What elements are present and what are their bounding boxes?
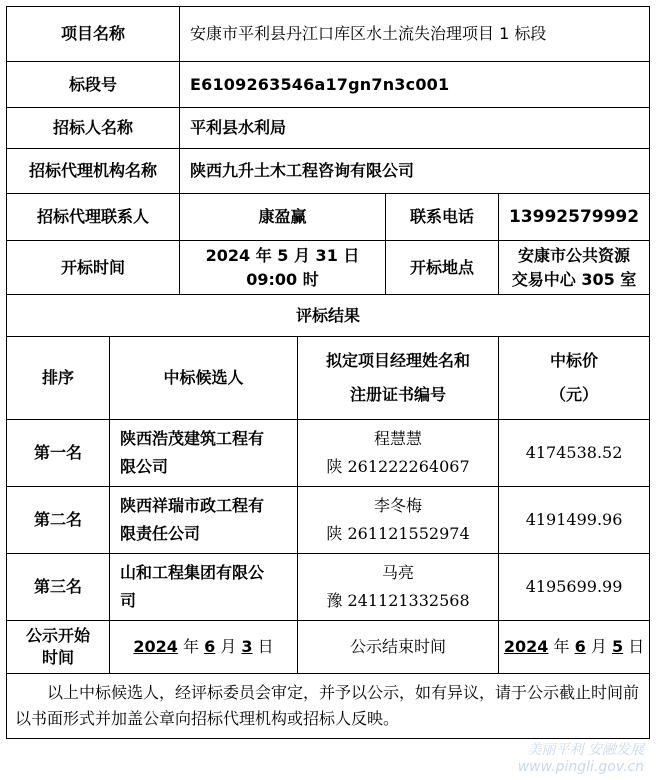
candidate-line2: 限责任公司 [120, 524, 201, 543]
open-place-line2: 交易中心 305 室 [511, 269, 637, 289]
table-row [7, 420, 650, 487]
rank-cell: 第一名 [7, 420, 110, 487]
tenderer-value: 平利县水利局 [180, 108, 650, 149]
candidate-line2: 司 [120, 591, 137, 610]
candidate-cell [110, 487, 298, 554]
rank-cell: 第二名 [7, 487, 110, 554]
notice-text: 以上中标候选人，经评标委员会审定，并予以公示，如有异议，请于公示截止时间前以书面形式并加盖公章向招标代理机构或招标人反映。 [7, 674, 650, 739]
end-year: 2024 [503, 637, 549, 656]
open-time-date: 2024 年 5 月 31 日 [205, 245, 360, 265]
section-no-value: E6109263546a17gn7n3c001 [180, 62, 650, 108]
header-price-line1: 中标价 [550, 351, 599, 370]
project-name-value: 安康市平利县丹江口库区水土流失治理项目 1 标段 [180, 7, 650, 62]
end-day: 5 [611, 637, 624, 656]
header-candidate: 中标候选人 [110, 337, 298, 420]
start-month-unit: 月 [220, 637, 237, 656]
agency-value: 陕西九升土木工程咨询有限公司 [180, 149, 650, 194]
end-day-unit: 日 [628, 637, 645, 656]
manager-name: 李冬梅 [374, 496, 423, 515]
header-price [499, 337, 650, 420]
manager-cell [298, 554, 499, 621]
contact-value: 康盈赢 [180, 194, 386, 241]
publicity-end-date [499, 621, 650, 674]
end-year-unit: 年 [553, 637, 570, 656]
start-day: 3 [241, 637, 253, 656]
header-manager-line1: 拟定项目经理姓名和 [326, 351, 471, 370]
candidate-line1: 陕西浩茂建筑工程有 [120, 429, 265, 448]
header-price-line2: （元） [550, 385, 599, 404]
start-year: 2024 [133, 637, 178, 656]
candidate-line1: 山和工程集团有限公 [120, 563, 265, 582]
manager-name: 马亮 [382, 563, 415, 582]
price-cell: 4174538.52 [499, 420, 650, 487]
open-time-label: 开标时间 [7, 241, 180, 295]
cert-number: 豫 241121332568 [326, 591, 470, 610]
watermark-slogan: 美丽平利 安融发展 [527, 742, 644, 758]
open-place-value [499, 241, 650, 295]
site-watermark [518, 742, 644, 776]
phone-label: 联系电话 [386, 194, 499, 241]
manager-cell [298, 420, 499, 487]
start-year-unit: 年 [182, 637, 199, 656]
project-name-label: 项目名称 [7, 7, 180, 62]
candidate-line2: 限公司 [120, 457, 169, 476]
manager-cell [298, 487, 499, 554]
end-month: 6 [574, 637, 586, 656]
rank-cell: 第三名 [7, 554, 110, 621]
tenderer-label: 招标人名称 [7, 108, 180, 149]
publicity-start-date [110, 621, 298, 674]
open-time-hour: 09:00 时 [246, 269, 319, 289]
table-row [7, 487, 650, 554]
phone-value: 13992579992 [499, 194, 650, 241]
candidate-line1: 陕西祥瑞市政工程有 [120, 496, 265, 515]
table-row [7, 554, 650, 621]
manager-name: 程慧慧 [374, 429, 423, 448]
publicity-start-label-line2: 时间 [41, 648, 74, 667]
agency-label: 招标代理机构名称 [7, 149, 180, 194]
start-day-unit: 日 [257, 637, 274, 656]
header-rank: 排序 [7, 337, 110, 420]
candidate-cell [110, 420, 298, 487]
publicity-start-label [7, 621, 110, 674]
cert-number: 陕 261121552974 [326, 524, 470, 543]
end-month-unit: 月 [590, 637, 607, 656]
candidate-cell [110, 554, 298, 621]
header-manager [298, 337, 499, 420]
price-cell: 4195699.99 [499, 554, 650, 621]
section-no-label: 标段号 [7, 62, 180, 108]
start-month: 6 [204, 637, 216, 656]
bid-result-table [6, 6, 650, 739]
header-manager-line2: 注册证书编号 [350, 385, 447, 404]
price-cell: 4191499.96 [499, 487, 650, 554]
open-time-value [180, 241, 386, 295]
contact-label: 招标代理联系人 [7, 194, 180, 241]
publicity-end-label: 公示结束时间 [298, 621, 499, 674]
open-place-label: 开标地点 [386, 241, 499, 295]
results-title: 评标结果 [7, 295, 650, 337]
watermark-url: www.pingli.gov.cn [517, 759, 644, 775]
publicity-start-label-line1: 公示开始 [25, 626, 90, 645]
cert-number: 陕 261222264067 [326, 457, 470, 476]
open-place-line1: 安康市公共资源 [518, 245, 631, 265]
